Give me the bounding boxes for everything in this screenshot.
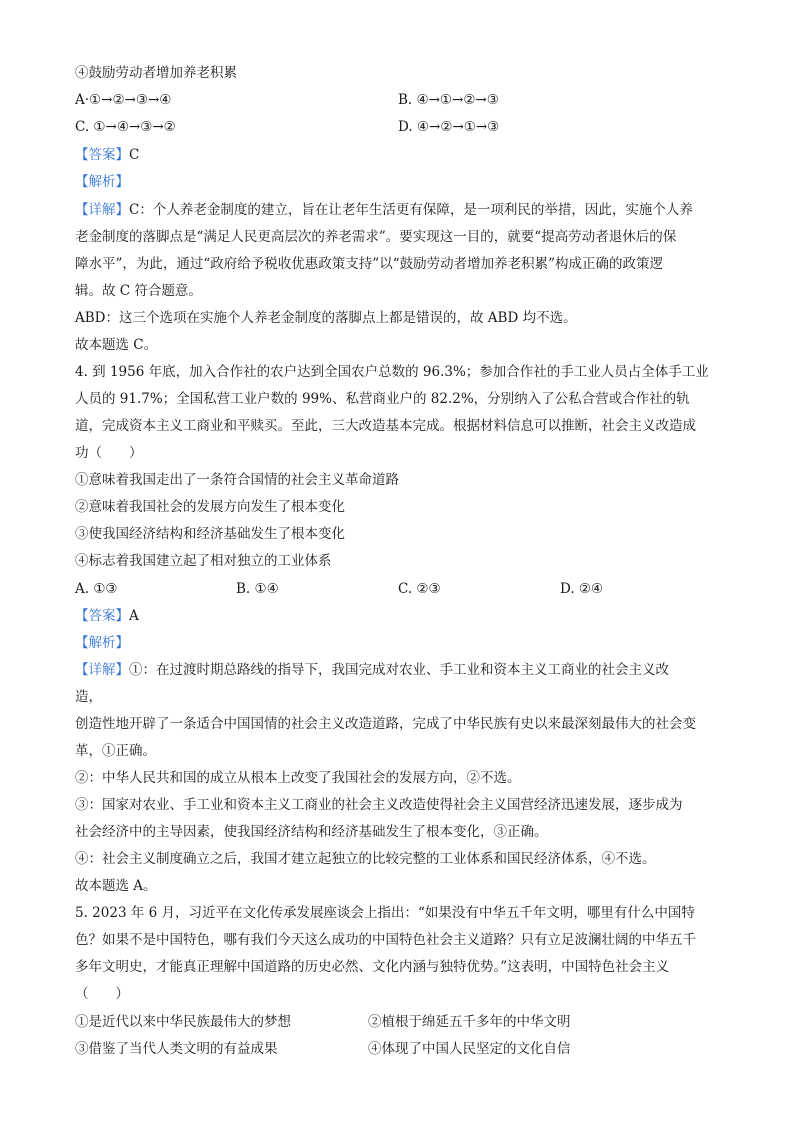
q4-option-b: B. ①④ — [236, 581, 279, 597]
q3-item-4: ④鼓励劳动者增加养老积累 — [75, 65, 237, 81]
q3-conclusion: 故本题选 C。 — [75, 337, 158, 353]
q4-detail-line-9: 故本题选 A。 — [75, 878, 157, 894]
q5-stem-line-1: 5. 2023 年 6 月，习近平在文化传承发展座谈会上指出：“如果没有中华五千年文明，哪里有什么中国特 — [75, 905, 695, 921]
detail-tag: 【详解】 — [75, 662, 129, 678]
q4-option-d: D. ②④ — [560, 581, 604, 597]
q4-item-2: ②意味着我国社会的发展方向发生了根本变化 — [75, 499, 345, 515]
q4-stem-line-4: 功（ ） — [75, 445, 143, 461]
q4-detail-line-2: 造， — [75, 689, 102, 705]
q3-option-c: C. ①→④→③→② — [75, 119, 176, 135]
q4-detail-line-5: ②：中华人民共和国的成立从根本上改变了我国社会的发展方向，②不选。 — [75, 770, 521, 786]
q3-option-b: B. ④→①→②→③ — [398, 92, 499, 108]
q4-detail-line-7: 社会经济中的主导因素，使我国经济结构和经济基础发生了根本变化，③正确。 — [75, 824, 548, 840]
q3-detail-line-4: 辑。故 C 符合题意。 — [75, 283, 202, 299]
q4-detail-line-3: 创造性地开辟了一条适合中国国情的社会主义改造道路，完成了中华民族有史以来最深刻最伟大的社会变 — [75, 716, 696, 732]
q3-option-d: D. ④→②→①→③ — [398, 119, 500, 135]
q3-detail-line-1: 【详解】C：个人养老金制度的建立，旨在让老年生活更有保障，是一项利民的举措，因此，实施个人养 — [75, 202, 693, 218]
q4-option-c: C. ②③ — [398, 581, 441, 597]
q4-answer-line — [75, 606, 725, 626]
q4-analysis-tag: 【解析】 — [75, 635, 129, 651]
q3-answer-line — [75, 145, 725, 165]
q4-detail-line-6: ③：国家对农业、手工业和资本主义工商业的社会主义改造使得社会主义国营经济迅速发展，逐步成为 — [75, 797, 683, 813]
q5-stem-line-2: 色？如果不是中国特色，哪有我们今天这么成功的中国特色社会主义道路？只有立足波澜壮阔的中华五千 — [75, 932, 696, 948]
q3-answer: C — [129, 147, 140, 163]
q5-item-2: ②植根于绵延五千多年的中华文明 — [368, 1014, 571, 1030]
q4-detail-line-4: 革，①正确。 — [75, 743, 156, 759]
q5-item-3: ③借鉴了当代人类文明的有益成果 — [75, 1041, 278, 1057]
q4-item-4: ④标志着我国建立起了相对独立的工业体系 — [75, 553, 332, 569]
q4-stem-line-1: 4. 到 1956 年底，加入合作社的农户达到全国农户总数的 96.3%；参加合作社的手工业人员占全体手工业 — [75, 364, 709, 380]
q3-abd-line: ABD：这三个选项在实施个人养老金制度的落脚点上都是错误的，故 ABD 均不选。 — [75, 310, 577, 326]
q4-item-1: ①意味着我国走出了一条符合国情的社会主义革命道路 — [75, 472, 399, 488]
answer-tag: 【答案】 — [75, 147, 129, 163]
q3-detail-line-3: 障水平”，为此，通过“政府给予税收优惠政策支持”以“鼓励劳动者增加养老积累”构成正确的政策逻 — [75, 256, 664, 272]
q5-item-1: ①是近代以来中华民族最伟大的梦想 — [75, 1014, 291, 1030]
q3-option-a: A·①→②→③→④ — [75, 92, 172, 108]
q4-item-3: ③使我国经济结构和经济基础发生了根本变化 — [75, 526, 345, 542]
q4-answer: A — [129, 608, 139, 624]
q5-stem-line-4: （ ） — [75, 986, 129, 1002]
q3-detail-line-2: 老金制度的落脚点是“满足人民更高层次的养老需求”。要实现这一目的，就要“提高劳动者退休后的保 — [75, 229, 677, 245]
q3-analysis-tag: 【解析】 — [75, 174, 129, 190]
q4-option-a: A. ①③ — [75, 581, 118, 597]
q4-detail-line-1: 【详解】①：在过渡时期总路线的指导下，我国完成对农业、手工业和资本主义工商业的社会主义改 — [75, 662, 669, 678]
q4-stem-line-2: 人员的 91.7%；全国私营工业户数的 99%、私营商业户的 82.2%，分别纳入了公私合营或合作社的轨 — [75, 391, 690, 407]
detail-tag: 【详解】 — [75, 202, 129, 218]
answer-tag: 【答案】 — [75, 608, 129, 624]
q5-item-4: ④体现了中国人民坚定的文化自信 — [368, 1041, 571, 1057]
q4-stem-line-3: 道，完成资本主义工商业和平赎买。至此，三大改造基本完成。根据材料信息可以推断，社会主义改造成 — [75, 418, 696, 434]
q5-stem-line-3: 多年文明史，才能真正理解中国道路的历史必然、文化内涵与独特优势。”这表明，中国特色社会主义 — [75, 959, 670, 975]
q4-detail-line-8: ④：社会主义制度确立之后，我国才建立起独立的比较完整的工业体系和国民经济体系，④不选。 — [75, 851, 656, 867]
